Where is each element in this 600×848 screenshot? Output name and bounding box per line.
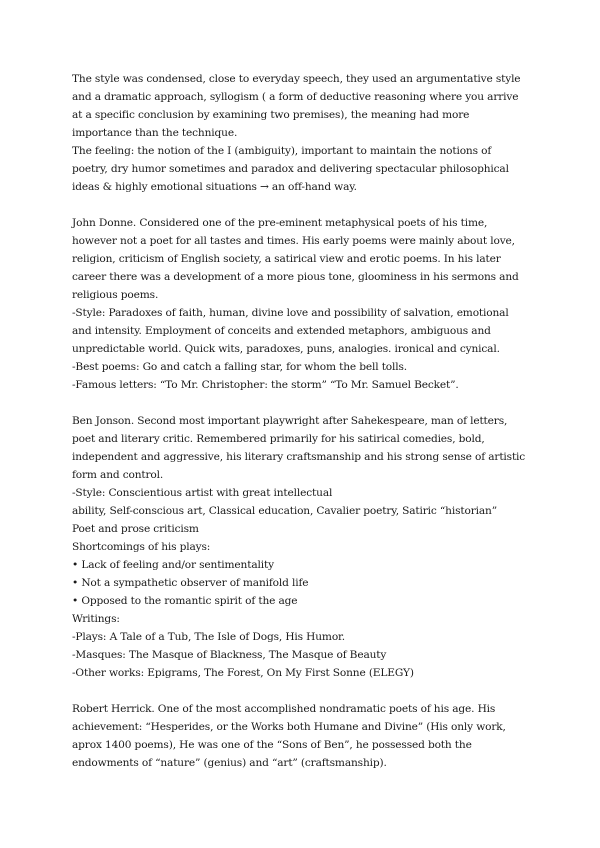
text-line: Shortcomings of his plays: <box>72 541 211 553</box>
text-line: Poet and prose criticism <box>72 523 199 535</box>
text-line: and intensity. Employment of conceits and extended metaphors, ambiguous and <box>72 325 491 337</box>
text-line: career there was a development of a more pious tone, gloominess in his sermons and <box>72 271 519 283</box>
text-line: at a specific conclusion by examining two premises), the meaning had more <box>72 109 470 121</box>
paragraph-style-overview <box>72 70 534 196</box>
bullet-item: • Not a sympathetic observer of manifold life <box>72 577 309 589</box>
text-line: unpredictable world. Quick wits, paradoxes, puns, analogies. ironical and cynical. <box>72 343 500 355</box>
paragraph-ben-jonson <box>72 412 534 682</box>
text-line: ability, Self-conscious art, Classical education, Cavalier poetry, Satiric “historian” <box>72 505 497 517</box>
paragraph-john-donne <box>72 214 534 394</box>
text-line: -Style: Conscientious artist with great intellectual <box>72 487 333 499</box>
text-line: The style was condensed, close to everyday speech, they used an argumentative style <box>72 73 521 85</box>
text-line: The feeling: the notion of the I (ambiguity), important to maintain the notions of <box>72 145 492 157</box>
text-line: -Style: Paradoxes of faith, human, divine love and possibility of salvation, emotional <box>72 307 509 319</box>
text-line: -Plays: A Tale of a Tub, The Isle of Dogs, His Humor. <box>72 631 346 643</box>
text-line: -Masques: The Masque of Blackness, The Masque of Beauty <box>72 649 387 661</box>
text-line: aprox 1400 poems), He was one of the “Sons of Ben”, he possessed both the <box>72 739 472 751</box>
text-line: John Donne. Considered one of the pre-eminent metaphysical poets of his time, <box>72 217 488 229</box>
text-line: ideas & highly emotional situations → an off-hand way. <box>72 181 357 193</box>
document-page <box>72 70 534 772</box>
text-line: -Best poems: Go and catch a falling star, for whom the bell tolls. <box>72 361 408 373</box>
text-line: poetry, dry humor sometimes and paradox and delivering spectacular philosophical <box>72 163 509 175</box>
text-line: importance than the technique. <box>72 127 238 139</box>
text-line: form and control. <box>72 469 164 481</box>
text-line: poet and literary critic. Remembered primarily for his satirical comedies, bold, <box>72 433 485 445</box>
text-line: endowments of “nature” (genius) and “art” (craftsmanship). <box>72 757 387 769</box>
paragraph-gap <box>72 682 534 700</box>
text-line: religion, criticism of English society, a satirical view and erotic poems. In his later <box>72 253 501 265</box>
text-line: independent and aggressive, his literary craftsmanship and his strong sense of artistic <box>72 451 526 463</box>
text-line: however not a poet for all tastes and times. His early poems were mainly about love, <box>72 235 515 247</box>
text-line: and a dramatic approach, syllogism ( a form of deductive reasoning where you arrive <box>72 91 519 103</box>
text-line: Writings: <box>72 613 120 625</box>
bullet-item: • Opposed to the romantic spirit of the age <box>72 595 298 607</box>
text-line: religious poems. <box>72 289 159 301</box>
paragraph-robert-herrick <box>72 700 534 772</box>
text-line: Robert Herrick. One of the most accomplished nondramatic poets of his age. His <box>72 703 496 715</box>
bullet-item: • Lack of feeling and/or sentimentality <box>72 559 274 571</box>
text-line: Ben Jonson. Second most important playwright after Sahekespeare, man of letters, <box>72 415 508 427</box>
text-line: -Other works: Epigrams, The Forest, On My First Sonne (ELEGY) <box>72 667 414 679</box>
paragraph-gap <box>72 196 534 214</box>
paragraph-gap <box>72 394 534 412</box>
text-line: achievement: “Hesperides, or the Works both Humane and Divine” (His only work, <box>72 721 506 733</box>
text-line: -Famous letters: “To Mr. Christopher: the storm” “To Mr. Samuel Becket”. <box>72 379 459 391</box>
